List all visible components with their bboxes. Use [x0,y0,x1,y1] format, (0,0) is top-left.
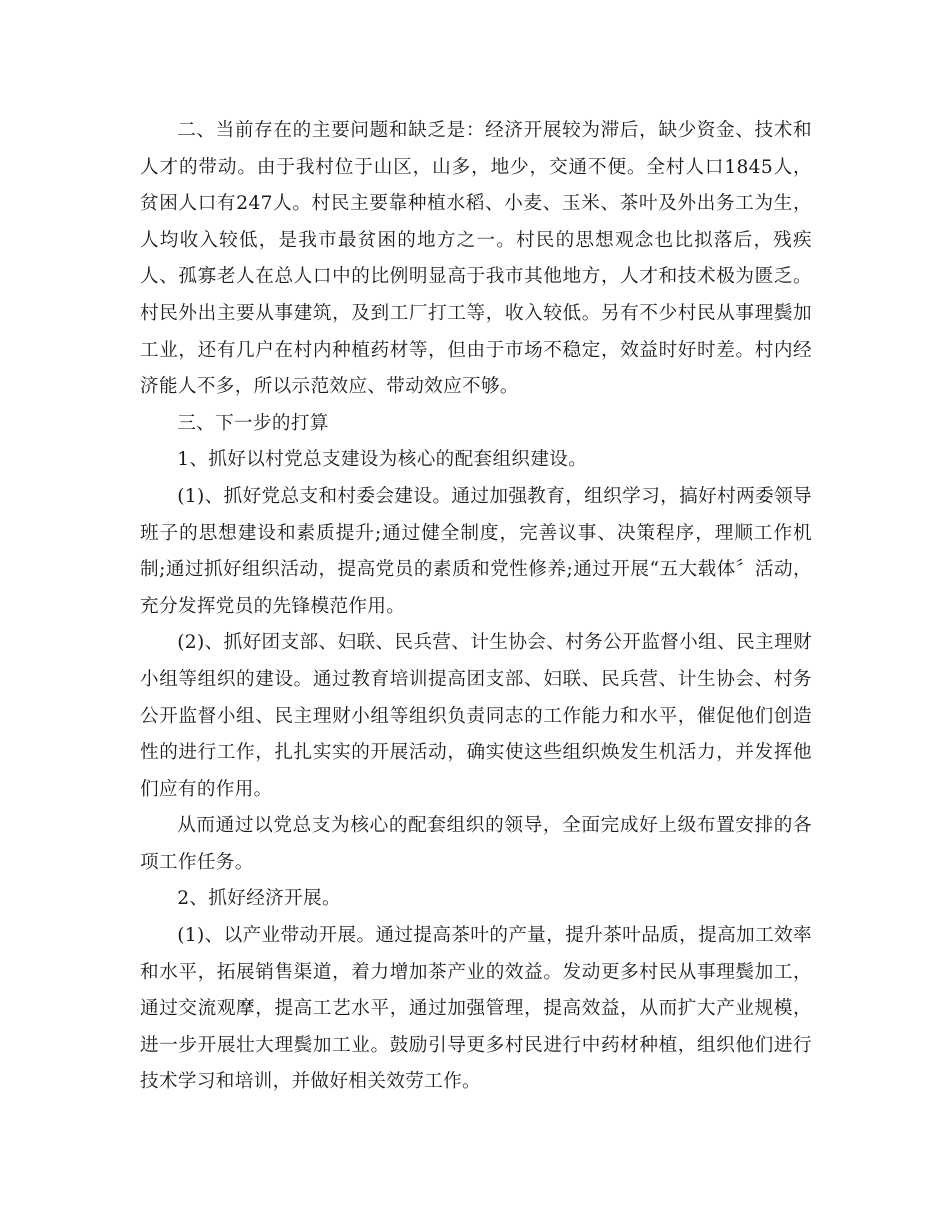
heading-economic-development: 2、抓好经济开展。 [177,888,341,910]
heading-organization-building: 1、抓好以村党总支建设为核心的配套组织建设。 [177,449,588,471]
heading-next-plans: 三、下一步的打算 [177,412,329,434]
paragraph-complete-tasks: 从而通过以党总支为核心的配套组织的领导，全面完成好上级布置安排的各项工作任务。 [140,815,812,873]
paragraph-party-branch: (1)、抓好党总支和村委会建设。通过加强教育，组织学习，搞好村两委领导班子的思想建设和素质提升;通过健全制度，完善议事、决策程序，理顺工作机制;通过抓好组织活动，提高党员的素质和党性修养;通过开展“五大载体〞活动，充分发挥党员的先锋模范作用。 [140,485,812,617]
paragraph-main-problems: 二、当前存在的主要问题和缺乏是：经济开展较为滞后，缺少资金、技术和人才的带动。由于我村位于山区，山多，地少，交通不便。全村人口1845人，贫困人口有247人。村民主要靠种植水稻、小麦、玉米、茶叶及外出务工为生，人均收入较低，是我市最贫困的地方之一。村民的思想观念也比拟落后，残疾人、孤寡老人在总人口中的比例明显高于我市其他地方，人才和技术极为匮乏。村民外出主要从事建筑，及到工厂打工等，收入较低。另有不少村民从事理鬓加工业，还有几户在村内种植药材等，但由于市场不稳定，效益时好时差。村内经济能人不多，所以示范效应、带动效应不够。 [140,120,812,398]
paragraph-industry-driven: (1)、以产业带动开展。通过提高茶叶的产量，提升茶叶品质，提高加工效率和水平，拓展销售渠道，着力增加茶产业的效益。发动更多村民从事理鬓加工，通过交流观摩，提高工艺水平，通过加强管理，提高效益，从而扩大产业规模，进一步开展壮大理鬓加工业。鼓励引导更多村民进行中药材种植，组织他们进行技术学习和培训，并做好相关效劳工作。 [140,925,812,1093]
document-page [140,113,812,1101]
paragraph-other-organizations: (2)、抓好团支部、妇联、民兵营、计生协会、村务公开监督小组、民主理财小组等组织的建设。通过教育培训提高团支部、妇联、民兵营、计生协会、村务公开监督小组、民主理财小组等组织负责同志的工作能力和水平，催促他们创造性的进行工作，扎扎实实的开展活动，确实使这些组织焕发生机活力，并发挥他们应有的作用。 [140,632,812,800]
